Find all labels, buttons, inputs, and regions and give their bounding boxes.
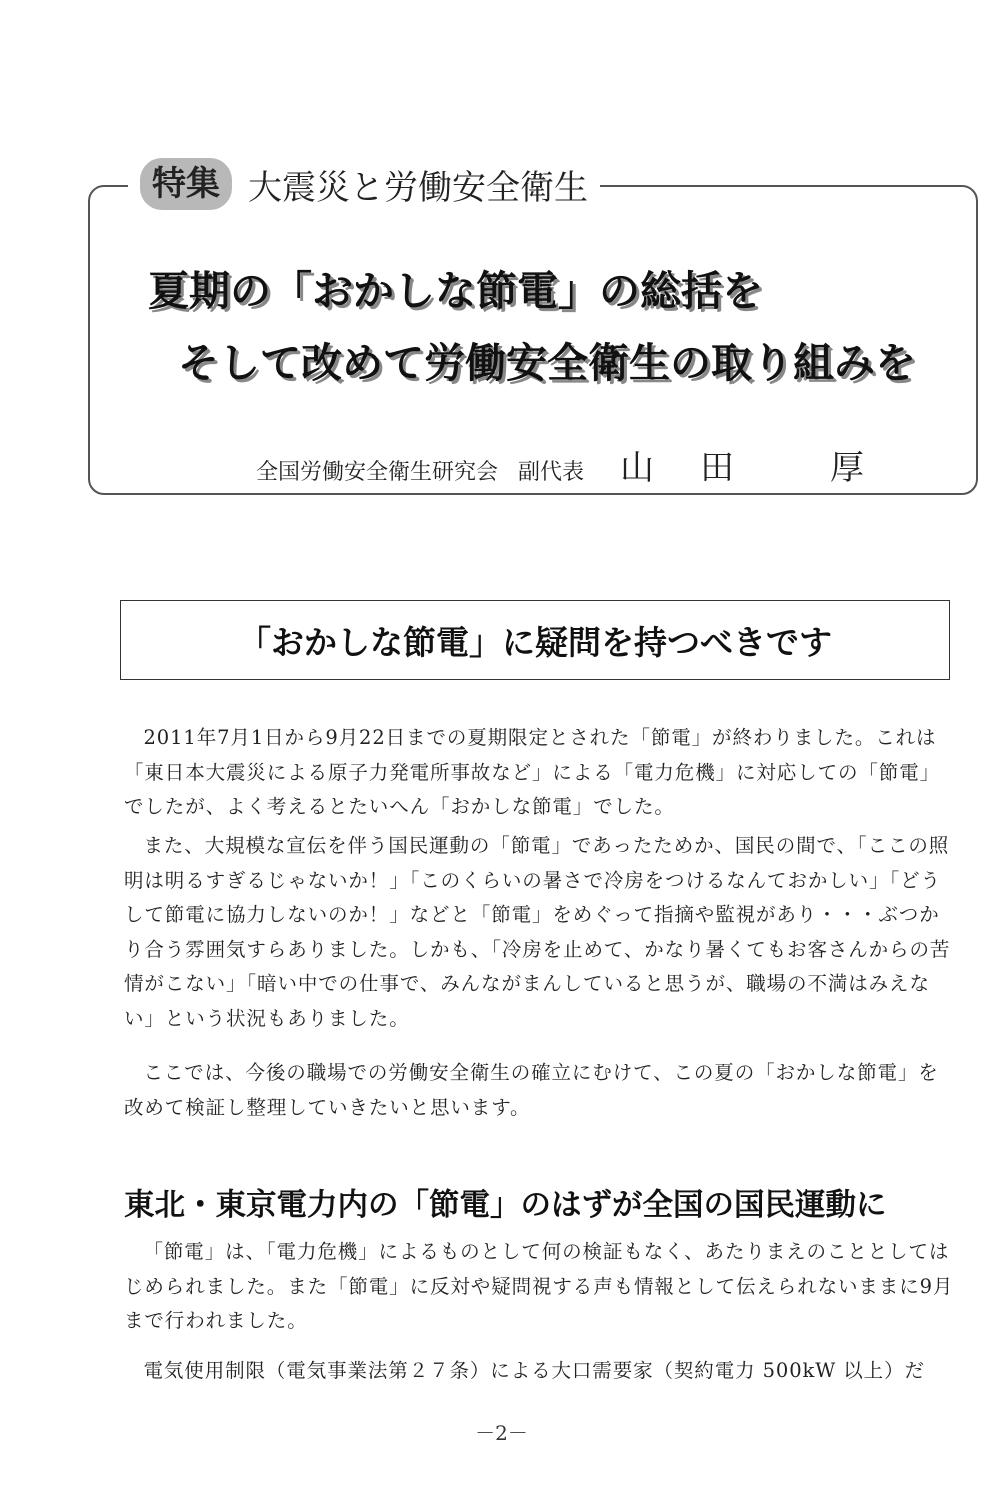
- article-title-line-1: 夏期の「おかしな節電」の総括を: [148, 267, 763, 315]
- body-paragraph: 電気使用制限（電気事業法第２７条）による大口需要家（契約電力 500kW 以上）だ: [143, 1359, 925, 1382]
- body-paragraph: ここでは、今後の職場での労働安全衛生の確立にむけて、この夏の「おかしな節電」を改めて検証し整理していきたいと思います。: [124, 1061, 939, 1119]
- body-paragraph: 「節電」は、「電力危機」によるものとして何の検証もなく、あたりまえのこととしてはじめられました。また「節電」に反対や疑問視する声も情報として伝えられないままに9月まで行われました。: [124, 1240, 954, 1333]
- article-title-line-2: そして改めて労働安全衛生の取り組みを: [178, 339, 916, 387]
- page-number: －2－: [475, 1421, 528, 1445]
- author-name-part: 田: [700, 448, 735, 488]
- header-kicker-row: [128, 158, 600, 210]
- author-role: 副代表: [518, 460, 585, 485]
- author-organization: 全国労働安全衛生研究会: [256, 460, 499, 485]
- author-name-part: 山: [620, 448, 655, 488]
- section-1-heading: 「おかしな節電」に疑問を持つべきです: [120, 600, 950, 680]
- feature-tag: 特集: [140, 158, 232, 210]
- body-paragraph: 2011年7月1日から9月22日までの夏期限定とされた「節電」が終わりました。これは「東日本大震災による原子力発電所事故など」による「電力危機」に対応しての「節電」でしたが、よく考えるとたいへん「おかしな節電」でした。: [124, 726, 941, 819]
- body-paragraph: また、大規模な宣伝を伴う国民運動の「節電」であったためか、国民の間で、「ここの照明は明るすぎるじゃないか！」「このくらいの暑さで冷房をつけるなんておかしい」「どうして節電に協力しないのか！」などと「節電」をめぐって指摘や監視があり・・・ぶつかり合う雰囲気すらありました。しかも、「冷房を止めて、かなり暑くてもお客さんからの苦情がこない」「暗い中での仕事で、みんながまんしていると思うが、職場の不満はみえない」という状況もありました。: [124, 834, 951, 1030]
- feature-kicker: 大震災と労働安全衛生: [248, 167, 588, 208]
- section-2-heading: 東北・東京電力内の「節電」のはずが全国の国民運動に: [124, 1188, 887, 1223]
- author-name-part: 厚: [830, 448, 865, 488]
- author-byline: [256, 440, 864, 489]
